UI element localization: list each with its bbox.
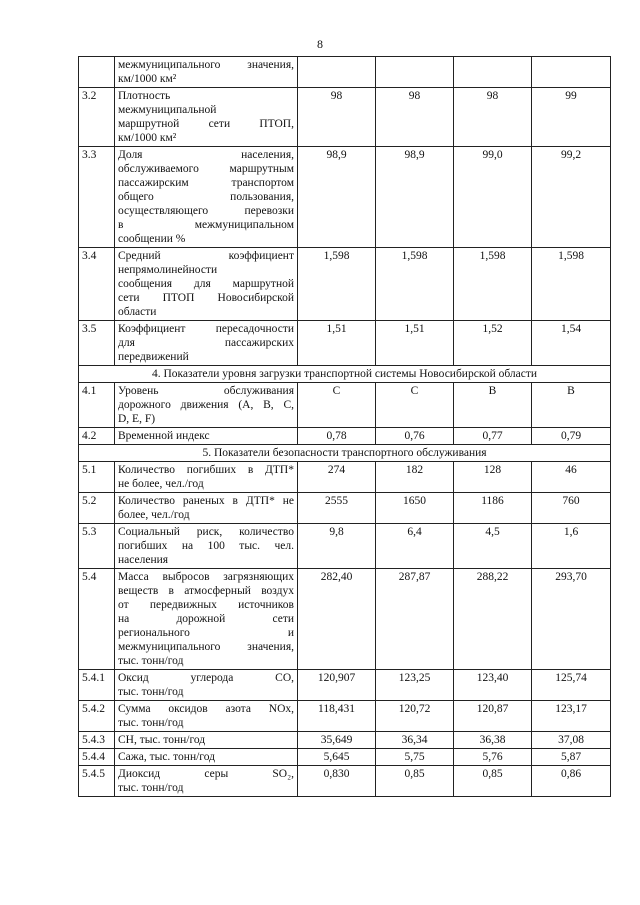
value-cell: 6,4 (376, 524, 454, 569)
value-cell (454, 57, 532, 88)
value-cell: 99 (532, 88, 611, 147)
table-row (79, 147, 611, 248)
value-cell: 35,649 (298, 732, 376, 749)
indicator-description (115, 732, 298, 749)
description-line: сообщения для маршрутной (118, 278, 294, 290)
value-cell: 5,76 (454, 749, 532, 766)
description-line: на дорожной сети (118, 613, 294, 625)
row-number: 5.4.4 (79, 749, 115, 766)
indicator-description (115, 670, 298, 701)
indicators-table (78, 56, 611, 797)
description-line: Оксид углерода СО, (118, 672, 294, 684)
indicator-description (115, 248, 298, 321)
indicator-description (115, 428, 298, 445)
value-cell: 1,598 (532, 248, 611, 321)
table-row (79, 88, 611, 147)
value-cell: В (532, 383, 611, 428)
description-line: Количество погибших в ДТП* (118, 464, 294, 476)
description-line: Коэффициент пересадочности (118, 323, 294, 335)
description-line: межмуниципального значения, (118, 59, 294, 71)
description-line: Количество раненых в ДТП* не (118, 495, 294, 507)
description-line: маршрутной сети ПТОП, (118, 118, 294, 130)
description-line: непрямолинейности (118, 264, 218, 276)
value-cell: 1,6 (532, 524, 611, 569)
value-cell: 118,431 (298, 701, 376, 732)
table-row (79, 321, 611, 366)
value-cell: 5,87 (532, 749, 611, 766)
description-line: Плотность (118, 90, 171, 102)
row-number: 3.3 (79, 147, 115, 248)
row-number: 5.2 (79, 493, 115, 524)
description-line: Диоксид серы SO₂, (118, 768, 294, 780)
row-number: 5.3 (79, 524, 115, 569)
table-row (79, 383, 611, 428)
value-cell: 0,78 (298, 428, 376, 445)
description-line: км/1000 км² (118, 73, 177, 85)
description-line: D, E, F) (118, 413, 156, 425)
description-line: межмуниципальной (118, 104, 217, 116)
value-cell: 98 (376, 88, 454, 147)
value-cell: 36,38 (454, 732, 532, 749)
indicator-description (115, 383, 298, 428)
table-row (79, 701, 611, 732)
description-line: обслуживаемого маршрутным (118, 163, 294, 175)
value-cell: 120,907 (298, 670, 376, 701)
row-number: 5.4.1 (79, 670, 115, 701)
value-cell: 0,76 (376, 428, 454, 445)
description-line: тыс. тонн/год (118, 782, 184, 794)
value-cell: 99,0 (454, 147, 532, 248)
value-cell: 0,830 (298, 766, 376, 797)
indicator-description (115, 493, 298, 524)
row-number: 5.4.5 (79, 766, 115, 797)
value-cell: 282,40 (298, 569, 376, 670)
indicator-description (115, 462, 298, 493)
description-line: населения (118, 554, 169, 566)
row-number: 5.1 (79, 462, 115, 493)
description-line: общего пользования, (118, 191, 294, 203)
value-cell: 1,598 (454, 248, 532, 321)
description-line: погибших на 100 тыс. чел. (118, 540, 294, 552)
value-cell: 288,22 (454, 569, 532, 670)
value-cell: 0,79 (532, 428, 611, 445)
description-line: регионального и (118, 627, 294, 639)
value-cell: 1,51 (376, 321, 454, 366)
table-row (79, 493, 611, 524)
indicator-description (115, 524, 298, 569)
value-cell: 98,9 (376, 147, 454, 248)
section-header-row (79, 445, 611, 462)
indicator-description (115, 766, 298, 797)
indicator-description (115, 749, 298, 766)
description-line: Масса выбросов загрязняющих (118, 571, 294, 583)
description-line: Сажа, тыс. тонн/год (118, 751, 216, 763)
value-cell: 36,34 (376, 732, 454, 749)
value-cell (376, 57, 454, 88)
description-line: Социальный риск, количество (118, 526, 294, 538)
value-cell: 5,645 (298, 749, 376, 766)
description-line: передвижений (118, 351, 189, 363)
description-line: СН, тыс. тонн/год (118, 734, 206, 746)
indicator-description (115, 569, 298, 670)
table-row (79, 462, 611, 493)
table-row (79, 248, 611, 321)
value-cell: 0,77 (454, 428, 532, 445)
value-cell: 120,87 (454, 701, 532, 732)
row-number: 4.1 (79, 383, 115, 428)
description-line: от передвижных источников (118, 599, 294, 611)
value-cell: 98,9 (298, 147, 376, 248)
value-cell: 4,5 (454, 524, 532, 569)
value-cell: 1,598 (376, 248, 454, 321)
table-row (79, 57, 611, 88)
description-line: Средний коэффициент (118, 250, 294, 262)
value-cell: 1,51 (298, 321, 376, 366)
description-line: пассажирским транспортом (118, 177, 294, 189)
row-number: 4.2 (79, 428, 115, 445)
indicator-description (115, 88, 298, 147)
value-cell: 1,52 (454, 321, 532, 366)
table-row (79, 569, 611, 670)
page-number: 8 (317, 37, 323, 51)
row-number (79, 57, 115, 88)
value-cell: 123,17 (532, 701, 611, 732)
value-cell: 99,2 (532, 147, 611, 248)
table-row (79, 524, 611, 569)
value-cell: 1186 (454, 493, 532, 524)
description-line: не более, чел./год (118, 478, 204, 490)
value-cell: С (376, 383, 454, 428)
table-body (79, 57, 611, 797)
value-cell (298, 57, 376, 88)
description-line: тыс. тонн/год (118, 686, 184, 698)
description-line: осуществляющего перевозки (118, 205, 294, 217)
table-row (79, 732, 611, 749)
row-number: 5.4.2 (79, 701, 115, 732)
value-cell: 287,87 (376, 569, 454, 670)
row-number: 3.2 (79, 88, 115, 147)
description-line: Доля населения, (118, 149, 294, 161)
value-cell: 182 (376, 462, 454, 493)
value-cell: С (298, 383, 376, 428)
value-cell: 125,74 (532, 670, 611, 701)
value-cell: 0,85 (454, 766, 532, 797)
value-cell: 293,70 (532, 569, 611, 670)
description-line: межмуниципального значения, (118, 641, 294, 653)
value-cell: 128 (454, 462, 532, 493)
row-number: 5.4.3 (79, 732, 115, 749)
description-line: в межмуниципальном (118, 219, 294, 231)
value-cell (532, 57, 611, 88)
value-cell: 46 (532, 462, 611, 493)
description-line: сообщении % (118, 233, 186, 245)
table-row (79, 766, 611, 797)
value-cell: 2555 (298, 493, 376, 524)
description-line: тыс. тонн/год (118, 717, 184, 729)
section-title: 5. Показатели безопасности транспортного обслуживания (79, 445, 611, 462)
description-line: Сумма оксидов азота NOx, (118, 703, 294, 715)
value-cell: 5,75 (376, 749, 454, 766)
indicator-description (115, 57, 298, 88)
value-cell: 120,72 (376, 701, 454, 732)
description-line: более, чел./год (118, 509, 190, 521)
description-line: для пассажирских (118, 337, 294, 349)
value-cell: 0,86 (532, 766, 611, 797)
value-cell: В (454, 383, 532, 428)
description-line: тыс. тонн/год (118, 655, 184, 667)
value-cell: 123,40 (454, 670, 532, 701)
value-cell: 0,85 (376, 766, 454, 797)
value-cell: 123,25 (376, 670, 454, 701)
row-number: 3.5 (79, 321, 115, 366)
section-header-row (79, 366, 611, 383)
indicator-description (115, 701, 298, 732)
table-row (79, 749, 611, 766)
description-line: веществ в атмосферный воздух (118, 585, 294, 597)
table-row (79, 428, 611, 445)
value-cell: 9,8 (298, 524, 376, 569)
row-number: 3.4 (79, 248, 115, 321)
description-line: Временной индекс (118, 430, 210, 442)
value-cell: 274 (298, 462, 376, 493)
indicator-description (115, 147, 298, 248)
value-cell: 1,598 (298, 248, 376, 321)
value-cell: 98 (298, 88, 376, 147)
row-number: 5.4 (79, 569, 115, 670)
value-cell: 1650 (376, 493, 454, 524)
value-cell: 37,08 (532, 732, 611, 749)
value-cell: 760 (532, 493, 611, 524)
indicator-description (115, 321, 298, 366)
description-line: Уровень обслуживания (118, 385, 294, 397)
description-line: км/1000 км² (118, 132, 177, 144)
description-line: сети ПТОП Новосибирской (118, 292, 294, 304)
section-title: 4. Показатели уровня загрузки транспортной системы Новосибирской области (79, 366, 611, 383)
description-line: области (118, 306, 157, 318)
description-line: дорожного движения (А, В, С, (118, 399, 294, 411)
table-row (79, 670, 611, 701)
value-cell: 1,54 (532, 321, 611, 366)
value-cell: 98 (454, 88, 532, 147)
